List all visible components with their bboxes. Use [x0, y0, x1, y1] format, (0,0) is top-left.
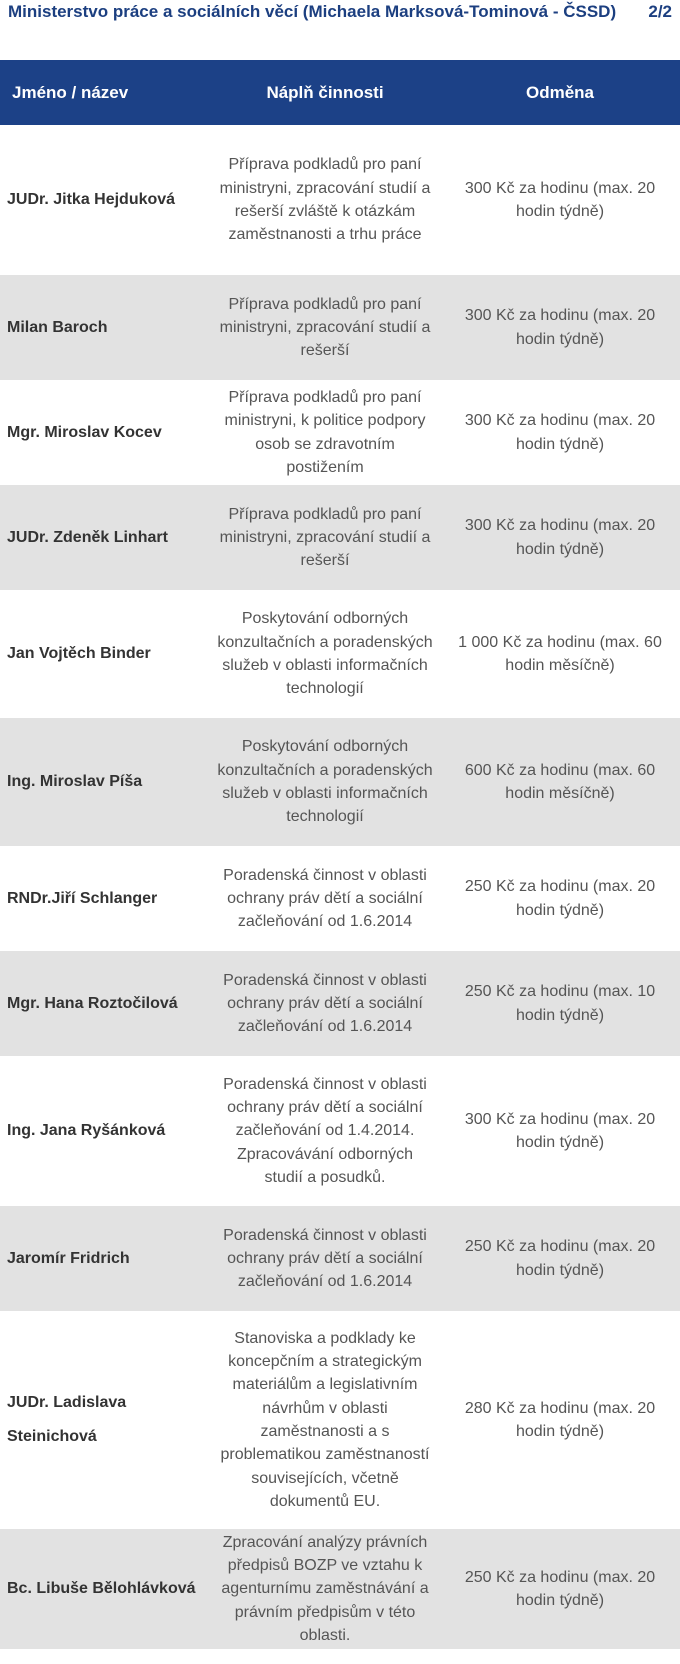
row-activity: Poradenská činnost v oblasti ochrany práv dětí a sociální začleňování od 1.6.2014 [223, 1226, 427, 1291]
row-reward: 250 Kč za hodinu (max. 10 hodin týdně) [464, 983, 656, 1024]
row-name: Mgr. Hana Roztočilová [7, 994, 178, 1012]
column-header-activity: Náplň činnosti [266, 82, 384, 102]
row-activity: Příprava podkladů pro paní ministryni, zpracování studií a rešerší [219, 505, 431, 570]
row-reward: 250 Kč za hodinu (max. 20 hodin týdně) [464, 878, 656, 919]
row-reward: 300 Kč za hodinu (max. 20 hodin týdně) [464, 307, 656, 348]
row-activity: Příprava podkladů pro paní ministryni, k politice podpory osob se zdravotním postižením [224, 388, 426, 476]
table-row [0, 485, 680, 590]
column-header-reward: Odměna [525, 82, 595, 102]
row-name: JUDr. Ladislava Steinichová [7, 1394, 127, 1445]
row-reward: 300 Kč za hodinu (max. 20 hodin týdně) [464, 1110, 656, 1151]
row-name: Milan Baroch [7, 318, 108, 336]
row-activity: Poradenská činnost v oblasti ochrany práv dětí a sociální začleňování od 1.6.2014 [223, 971, 427, 1036]
row-reward: 300 Kč za hodinu (max. 20 hodin týdně) [464, 179, 656, 220]
table-header-row [0, 60, 680, 125]
page-header [0, 0, 680, 60]
table-row [0, 1529, 680, 1649]
row-name: Bc. Libuše Bělohlávková [7, 1580, 196, 1597]
row-activity: Příprava podkladů pro paní ministryni, zpracování studií a rešerší zvláště k otázkám zaměstnanosti a trhu práce [219, 156, 431, 244]
table-row [0, 275, 680, 380]
row-activity: Zpracování analýzy právních předpisů BOZP ve vztahu k agenturnímu zaměstnávání a právním předpisům v této oblasti. [221, 1533, 429, 1644]
table-row [0, 951, 680, 1056]
row-name: Jan Vojtěch Binder [7, 645, 151, 662]
table-row [0, 1311, 680, 1529]
row-reward: 300 Kč za hodinu (max. 20 hodin týdně) [464, 517, 656, 558]
row-activity: Stanoviska a podklady ke koncepčním a strategickým materiálům a legislativním návrhům v oblasti zaměstnanosti a s problematikou zaměstnaností souvisejících, včetně dokumentů EU. [220, 1329, 430, 1510]
table-row [0, 1056, 680, 1206]
page-title: Ministerstvo práce a sociálních věcí (Michaela Marksová-Tominová - ČSSD) [8, 2, 617, 21]
row-activity: Poskytování odborných konzultačních a poradenských služeb v oblasti informačních technologií [217, 610, 433, 698]
page-number: 2/2 [648, 2, 672, 21]
table-row [0, 846, 680, 951]
row-name: Ing. Jana Ryšánková [7, 1122, 166, 1139]
table-row [0, 590, 680, 718]
row-reward: 600 Kč za hodinu (max. 60 hodin měsíčně) [464, 761, 656, 802]
row-name: RNDr.Jiří Schlanger [7, 889, 158, 907]
row-name: Jaromír Fridrich [7, 1249, 130, 1267]
row-reward: 250 Kč za hodinu (max. 20 hodin týdně) [464, 1568, 656, 1609]
row-reward: 280 Kč za hodinu (max. 20 hodin týdně) [464, 1399, 656, 1440]
row-reward: 300 Kč za hodinu (max. 20 hodin týdně) [464, 412, 656, 453]
row-activity: Příprava podkladů pro paní ministryni, zpracování studií a rešerší [219, 295, 431, 360]
row-name: Ing. Miroslav Píša [7, 773, 143, 790]
row-activity: Poradenská činnost v oblasti ochrany práv dětí a sociální začleňování od 1.6.2014 [223, 866, 427, 931]
row-reward: 1 000 Kč za hodinu (max. 60 hodin měsíčně) [458, 633, 662, 674]
table-row [0, 380, 680, 485]
row-reward: 250 Kč za hodinu (max. 20 hodin týdně) [464, 1238, 656, 1279]
row-activity: Poradenská činnost v oblasti ochrany práv dětí a sociální začleňování od 1.4.2014. Zpracovávání odborných studií a posudků. [223, 1075, 427, 1186]
table-row [0, 125, 680, 275]
row-name: JUDr. Jitka Hejduková [7, 191, 176, 208]
row-name: Mgr. Miroslav Kocev [7, 423, 162, 441]
table-row [0, 1206, 680, 1311]
advisors-table [0, 60, 680, 1649]
column-header-name: Jméno / název [12, 82, 129, 102]
table-row [0, 718, 680, 846]
row-name: JUDr. Zdeněk Linhart [7, 528, 168, 546]
row-activity: Poskytování odborných konzultačních a poradenských služeb v oblasti informačních technologií [217, 738, 433, 826]
